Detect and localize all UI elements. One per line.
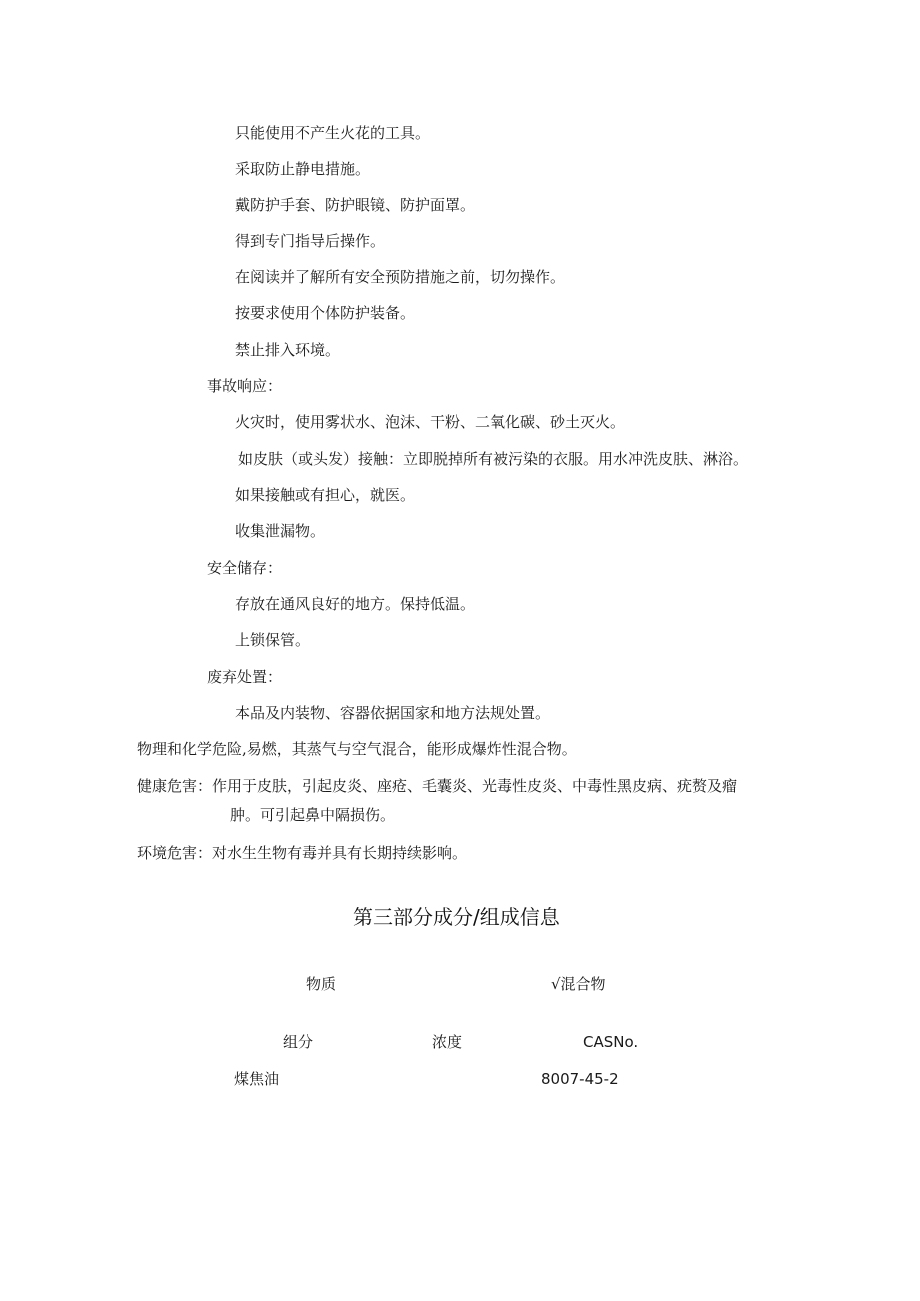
disposal-label: 废弃处置： <box>207 668 283 686</box>
physical-hazard: 物理和化学危险,易燃，其蒸气与空气混合，能形成爆炸性混合物。 <box>137 740 577 758</box>
storage-item: 上锁保管。 <box>235 631 311 649</box>
component-header: 组分 <box>283 1033 314 1051</box>
concentration-header: 浓度 <box>432 1033 463 1051</box>
disposal-item: 本品及内装物、容器依据国家和地方法规处置。 <box>235 704 551 722</box>
cas-header: CASNo. <box>583 1033 639 1051</box>
response-item: 火灾时，使用雾状水、泡沫、干粉、二氧化碳、砂土灭火。 <box>235 413 626 431</box>
storage-item: 存放在通风良好的地方。保持低温。 <box>235 595 476 613</box>
health-hazard-line1: 健康危害：作用于皮肤，引起皮炎、座疮、毛囊炎、光毒性皮炎、中毒性黑皮病、疣赘及瘤 <box>137 777 738 795</box>
prevention-item: 采取防止静电措施。 <box>235 160 371 178</box>
environment-hazard: 环境危害：对水生生物有毒并具有长期持续影响。 <box>137 844 468 862</box>
prevention-item: 在阅读并了解所有安全预防措施之前，切勿操作。 <box>235 268 566 286</box>
health-hazard-line2: 肿。可引起鼻中隔损伤。 <box>230 806 396 824</box>
prevention-item: 得到专门指导后操作。 <box>235 232 386 250</box>
mixture-label: √混合物 <box>551 975 606 993</box>
substance-label: 物质 <box>306 975 337 993</box>
response-label: 事故响应： <box>207 377 283 395</box>
component-cell: 煤焦油 <box>234 1070 280 1088</box>
prevention-item: 禁止排入环境。 <box>235 341 341 359</box>
response-item: 收集泄漏物。 <box>235 522 326 540</box>
prevention-item: 戴防护手套、防护眼镜、防护面罩。 <box>235 196 476 214</box>
section3-title: 第三部分成分/组成信息 <box>353 905 560 929</box>
prevention-item: 按要求使用个体防护装备。 <box>235 304 416 322</box>
storage-label: 安全储存： <box>207 559 283 577</box>
prevention-item: 只能使用不产生火花的工具。 <box>235 124 431 142</box>
response-item: 如皮肤（或头发）接触：立即脱掉所有被污染的衣服。用水冲洗皮肤、淋浴。 <box>238 450 749 468</box>
response-item: 如果接触或有担心，就医。 <box>235 486 416 504</box>
cas-cell: 8007-45-2 <box>541 1070 619 1088</box>
